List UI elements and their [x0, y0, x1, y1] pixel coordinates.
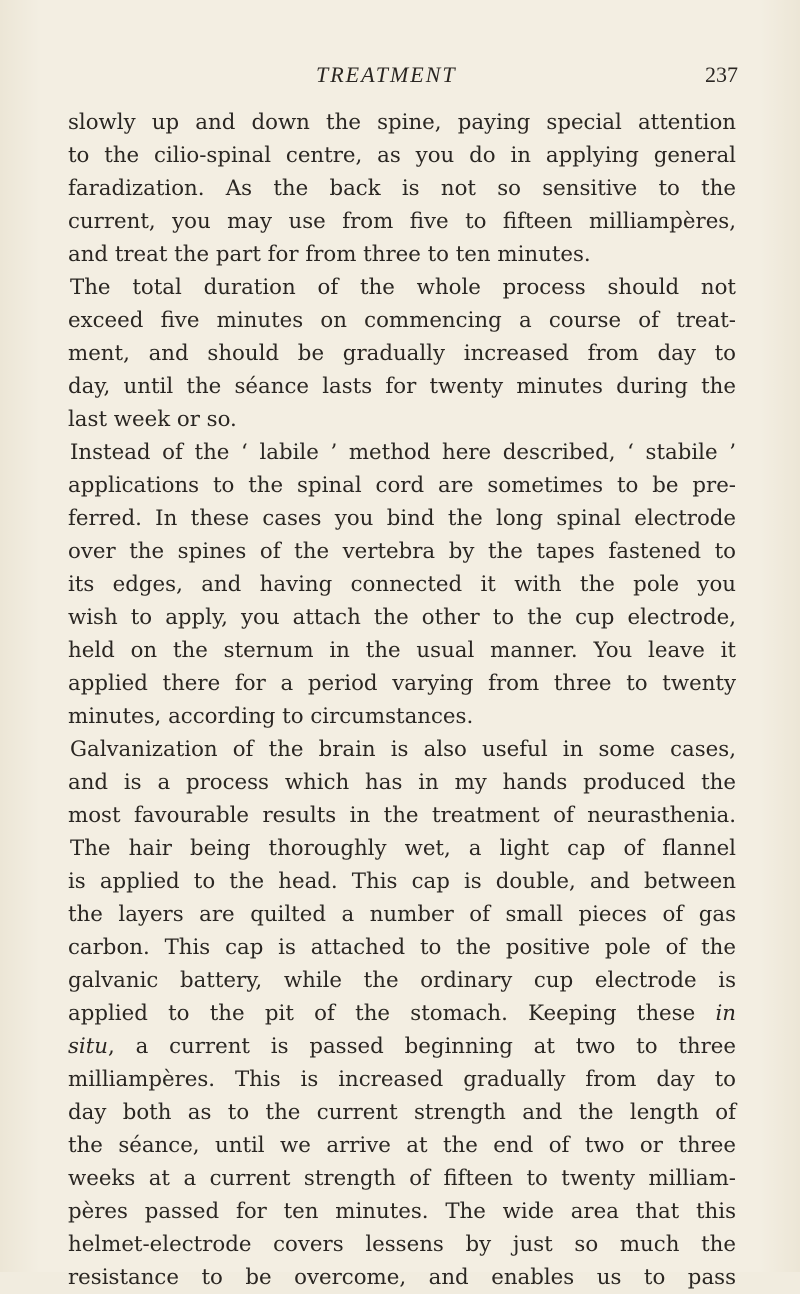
text-line: faradization. As the back is not so sensitive to the — [68, 176, 736, 201]
text-line: to the cilio-spinal centre, as you do in applying general — [68, 143, 736, 168]
text-line: and treat the part for from three to ten minutes. — [68, 242, 591, 267]
running-head: TREATMENT — [316, 62, 457, 87]
text-line: ment, and should be gradually increased from day to — [68, 341, 736, 366]
text-line: helmet-electrode covers lessens by just so much the — [68, 1232, 736, 1257]
text-line: applications to the spinal cord are sometimes to be pre- — [68, 473, 736, 498]
text-line: galvanic battery, while the ordinary cup electrode is — [68, 968, 736, 993]
text-line: exceed five minutes on commencing a course of treat- — [68, 308, 736, 333]
text-line: ferred. In these cases you bind the long spinal electrode — [68, 506, 736, 531]
text-line: over the spines of the vertebra by the tapes fastened to — [68, 539, 736, 564]
text-line: applied there for a period varying from three to twenty — [68, 671, 736, 696]
text-run: , a current is passed beginning at two to three — [108, 1034, 736, 1059]
text-line: its edges, and having connected it with the pole you — [68, 572, 736, 597]
text-line: day, until the séance lasts for twenty minutes during the — [68, 374, 736, 399]
text-line: Galvanization of the brain is also useful in some cases, — [70, 737, 736, 762]
text-line: the séance, until we arrive at the end of two or three — [68, 1133, 736, 1158]
text-line: is applied to the head. This cap is double, and between — [68, 869, 736, 894]
text-line: weeks at a current strength of fifteen to twenty milliam- — [68, 1166, 736, 1191]
text-line — [68, 1030, 736, 1063]
text-line: current, you may use from five to fifteen milliampères, — [68, 209, 736, 234]
text-line: last week or so. — [68, 407, 237, 432]
text-line — [68, 997, 736, 1030]
text-line: resistance to be overcome, and enables us to pass — [68, 1265, 736, 1290]
text-line: Instead of the ‘ labile ’ method here described, ‘ stabile ’ — [70, 440, 736, 465]
text-line: and is a process which has in my hands produced the — [68, 770, 736, 795]
text-line: milliampères. This is increased gradually from day to — [68, 1067, 736, 1092]
body-text — [68, 106, 736, 1294]
text-line: The total duration of the whole process should not — [70, 275, 736, 300]
page-number: 237 — [705, 62, 738, 87]
italic-word: in — [715, 1001, 736, 1026]
text-line: slowly up and down the spine, paying special attention — [68, 110, 736, 135]
text-line: wish to apply, you attach the other to the cup electrode, — [68, 605, 736, 630]
text-line: The hair being thoroughly wet, a light cap of flannel — [70, 836, 736, 861]
text-line: held on the sternum in the usual manner. You leave it — [68, 638, 736, 663]
text-line: pères passed for ten minutes. The wide area that this — [68, 1199, 736, 1224]
text-line: the layers are quilted a number of small pieces of gas — [68, 902, 736, 927]
italic-word: situ — [68, 1034, 109, 1059]
text-line: carbon. This cap is attached to the positive pole of the — [68, 935, 736, 960]
text-run: applied to the pit of the stomach. Keeping these — [68, 1001, 716, 1026]
page-header — [0, 62, 800, 92]
text-line: most favourable results in the treatment of neurasthenia. — [68, 803, 736, 828]
text-line: day both as to the current strength and the length of — [68, 1100, 736, 1125]
text-line: minutes, according to circumstances. — [68, 704, 474, 729]
